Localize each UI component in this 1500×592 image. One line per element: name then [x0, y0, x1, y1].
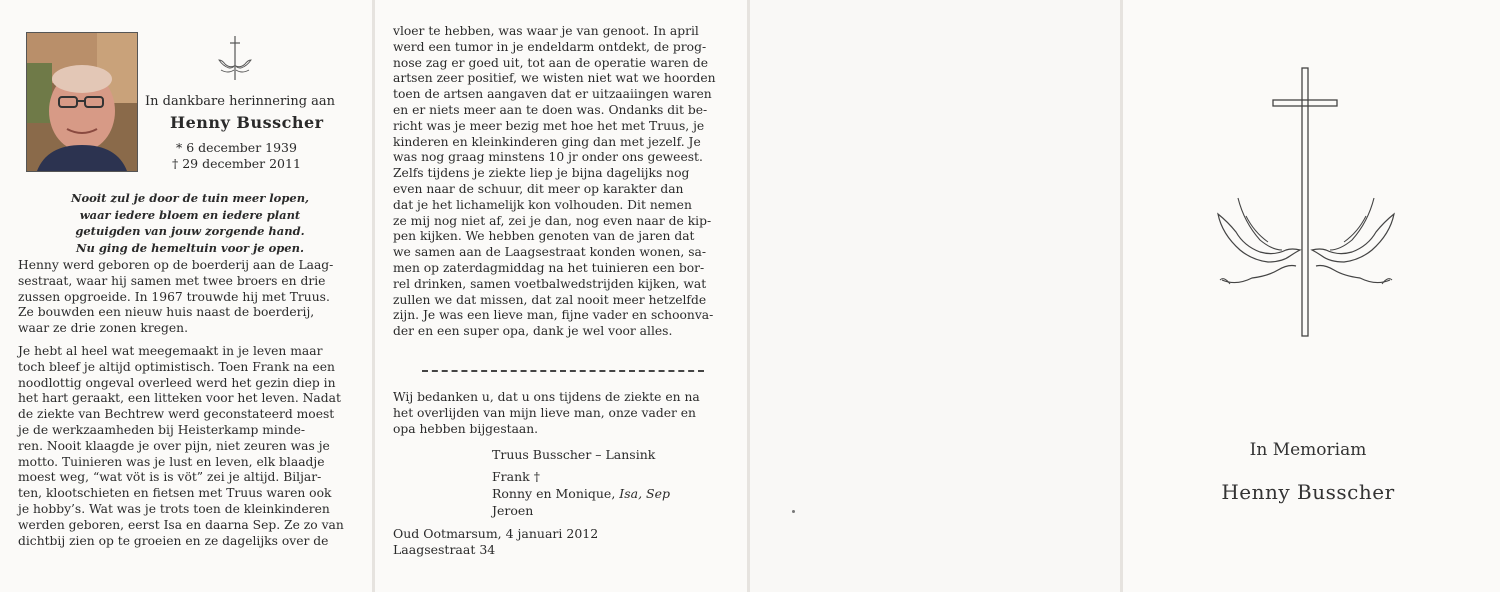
text-line: der en een super opa, dank je wel voor alles. [393, 324, 673, 339]
text-line: en er niets meer aan te doen was. Ondanks dit be- [393, 102, 708, 117]
text-line: toen de artsen aangaven dat er uitzaaiingen waren [393, 87, 712, 102]
text-line: het overlijden van mijn lieve man, onze vader en [393, 405, 696, 420]
text-line: motto. Tuinieren was je lust en leven, elk blaadje [18, 454, 325, 469]
text-line: we samen aan de Laagsestraat konden wonen, sa- [393, 245, 707, 260]
text-line: kinderen en kleinkinderen ging dan met jezelf. Je [393, 134, 701, 149]
family-line [492, 485, 670, 502]
text-line: toch bleef je altijd optimistisch. Toen Frank na een [18, 359, 335, 374]
grandchildren-names: Isa, Sep [619, 486, 670, 501]
text-line: artsen zeer positief, we wisten niet wat we hoorden [393, 71, 716, 86]
text-line: nose zag er goed uit, tot aan de operatie waren de [393, 55, 708, 70]
text-line: zussen opgroeide. In 1967 trouwde hij met Truus. [18, 289, 330, 304]
poem-line: Nu ging de hemeltuin voor je open. [76, 240, 304, 255]
text-line: Zelfs tijdens je ziekte liep je bijna dagelijks nog [393, 166, 690, 181]
text-line: Wij bedanken u, dat u ons tijdens de ziekte en na [393, 390, 700, 404]
dashed-separator [422, 370, 704, 372]
text-line: rel drinken, samen voetbalwedstrijden kijken, wat [393, 276, 707, 291]
portrait-photo [26, 32, 138, 172]
family-line: Jeroen [492, 503, 534, 518]
deceased-name: Henny Busscher [170, 113, 324, 132]
text-line: richt was je meer bezig met hoe het met Truus, je [393, 118, 705, 133]
text-line: het hart geraakt, een litteken voor het leven. Nadat [18, 391, 341, 406]
thanks-paragraph [393, 390, 700, 437]
fold-line [747, 0, 750, 592]
fold-line [372, 0, 375, 592]
panel-blank [750, 0, 1120, 592]
text-line: was nog graag minstens 10 jr onder ons geweest. [393, 150, 703, 165]
text-line: Ze bouwden een nieuw huis naast de boerderij, [18, 305, 315, 320]
text-line: even naar de schuur, dit meer op karakter dan [393, 181, 684, 196]
poem-line: Nooit zul je door de tuin meer lopen, [70, 191, 310, 205]
text-line: sestraat, waar hij samen met twee broers en drie [18, 273, 326, 288]
text-line: werd een tumor in je endeldarm ontdekt, de prog- [393, 39, 707, 54]
place-date-line: Oud Ootmarsum, 4 januari 2012 [393, 526, 599, 541]
cross-doves-icon [215, 34, 255, 84]
text-line: men op zaterdagmiddag na het tuinieren een bor- [393, 260, 705, 275]
poem-line: getuigden van jouw zorgende hand. [75, 224, 305, 238]
text-line: Henny werd geboren op de boerderij aan de Laag- [18, 258, 334, 272]
biography-paragraph-1 [18, 258, 333, 337]
text-line: dichtbij zien op te groeien en ze dagelijks over de [18, 533, 329, 548]
text-line: Je hebt al heel wat meegemaakt in je leven maar [18, 344, 323, 358]
text-line: werden geboren, eerst Isa en daarna Sep. Ze zo van [18, 517, 344, 532]
speck [792, 510, 795, 513]
family-names: Ronny en Monique, [492, 486, 620, 501]
text-line: zullen we dat missen, dat zal nooit meer hetzelfde [393, 292, 707, 307]
birth-date: * 6 december 1939 [176, 140, 297, 155]
text-line: waar ze drie zonen kregen. [18, 321, 189, 336]
text-line: zijn. Je was een lieve man, fijne vader en schoonva- [393, 308, 714, 323]
death-date: † 29 december 2011 [172, 156, 301, 171]
place-date [393, 526, 598, 558]
text-line: je hobby’s. Wat was je trots toen de kleinkinderen [18, 501, 330, 516]
text-line: noodlottig ongeval overleed werd het gezin diep in [18, 375, 336, 390]
biography-paragraph-3 [393, 24, 716, 340]
family-line: Frank † [492, 469, 540, 484]
poem-line: waar iedere bloem en iedere plant [79, 207, 301, 222]
biography-paragraph-2 [18, 344, 344, 549]
family-line: Truus Busscher – Lansink [492, 447, 656, 462]
family-signatures [492, 446, 670, 519]
text-line: vloer te hebben, was waar je van genoot. In april [393, 24, 699, 38]
text-line: ten, klootschieten en fietsen met Truus waren ook [18, 486, 332, 501]
in-memoriam-title: In Memoriam [1249, 440, 1367, 460]
text-line: ren. Nooit klaagde je over pijn, niet zeuren was je [18, 438, 330, 453]
cross-doves-icon [1216, 66, 1396, 342]
dedication-intro: In dankbare herinnering aan [145, 94, 336, 109]
text-line: opa hebben bijgestaan. [393, 421, 539, 436]
poem [40, 190, 340, 256]
front-name: Henny Busscher [1221, 480, 1395, 504]
text-line: ze mij nog niet af, zei je dan, nog even naar de kip- [393, 213, 712, 228]
text-line: je de werkzaamheden bij Heisterkamp minde- [18, 422, 306, 437]
text-line: de ziekte van Bechtrew werd geconstateerd moest [18, 407, 335, 422]
text-line: moest weg, “wat vöt is is vöt” zei je altijd. Biljar- [18, 470, 322, 485]
address-line: Laagsestraat 34 [393, 542, 496, 557]
text-line: dat je het lichamelijk kon volhouden. Dit nemen [393, 197, 692, 212]
text-line: pen kijken. We hebben genoten van de jaren dat [393, 229, 695, 244]
